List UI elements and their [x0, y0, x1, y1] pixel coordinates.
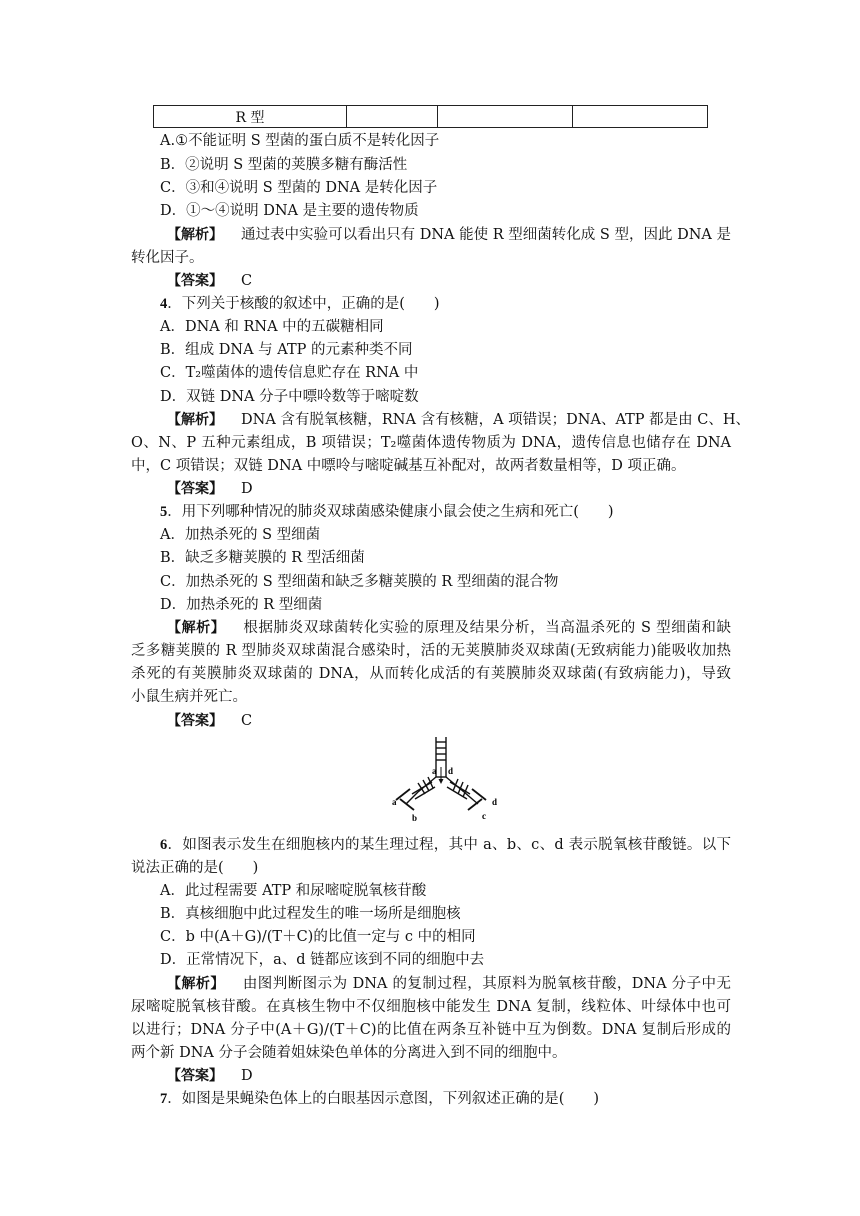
q5-option-c: C．加热杀死的 S 型细菌和缺乏多糖荚膜的 R 型细菌的混合物	[160, 574, 559, 590]
answer-tag: 【答案】	[167, 481, 223, 497]
q3-option-b: B．②说明 S 型菌的荚膜多糖有酶活性	[160, 157, 408, 173]
answer-tag: 【答案】	[167, 713, 223, 729]
q3-option-a: A.①不能证明 S 型菌的蛋白质不是转化因子	[160, 133, 440, 149]
table-cell	[573, 106, 708, 128]
q6-option-b: B．真核细胞中此过程发生的唯一场所是细胞核	[160, 906, 461, 922]
answer-tag: 【答案】	[167, 273, 223, 289]
question-number: 4	[160, 296, 168, 312]
q5-option-d: D．加热杀死的 R 型细菌	[160, 597, 323, 613]
q4-analysis-line-1: 【解析】 DNA 含有脱氧核糖，RNA 含有核糖，A 项错误；DNA、ATP 都是由 C、H、	[167, 412, 751, 428]
q5-option-a: A．加热杀死的 S 型细菌	[160, 527, 321, 543]
q3-answer	[167, 271, 252, 291]
answer-value: D	[241, 481, 253, 497]
q4-option-a: A．DNA 和 RNA 中的五碳糖相同	[160, 319, 384, 335]
question-number: 6	[160, 837, 168, 853]
q5-analysis-line-2: 乏多糖荚膜的 R 型肺炎双球菌混合感染时，活的无荚膜肺炎双球菌(无致病能力)能吸收加热	[131, 643, 731, 659]
q5-analysis-line-3: 杀死的有荚膜肺炎双球菌的 DNA，从而转化成活的有荚膜肺炎双球菌(有致病能力)，导致	[131, 666, 731, 682]
q4-option-d: D．双链 DNA 分子中嘌呤数等于嘧啶数	[160, 389, 419, 405]
q3-option-c: C．③和④说明 S 型菌的 DNA 是转化因子	[160, 180, 438, 196]
q4-stem: 4．下列关于核酸的叙述中，正确的是( )	[160, 296, 440, 312]
strand-label-a-top: a	[432, 766, 437, 776]
q4-analysis-line-2: O、N、P 五种元素组成，B 项错误；T₂噬菌体遗传物质为 DNA，遗传信息也储存在 DNA	[131, 435, 731, 451]
answer-value: C	[241, 273, 253, 289]
table-cell-r-type: R 型	[154, 106, 347, 128]
analysis-tag: 【解析】	[167, 976, 225, 992]
q4-analysis-line-3: 中，C 项错误；双链 DNA 中嘌呤与嘧啶碱基互补配对，故两者数量相等，D 项正确。	[131, 458, 686, 474]
analysis-tag: 【解析】	[167, 620, 226, 636]
q6-analysis-line-4: 两个新 DNA 分子会随着姐妹染色单体的分离进入到不同的细胞中。	[131, 1045, 567, 1061]
experiment-table	[153, 105, 708, 128]
q4-option-c: C．T₂噬菌体的遗传信息贮存在 RNA 中	[160, 365, 419, 381]
table-cell	[438, 106, 573, 128]
q6-analysis-line-3: 以进行；DNA 分子中(A＋G)/(T＋C)的比值在两条互补链中互为倒数。DNA 复制后形成的	[131, 1022, 731, 1038]
answer-tag: 【答案】	[167, 1068, 223, 1084]
answer-value: C	[241, 713, 253, 729]
q5-option-b: B．缺乏多糖荚膜的 R 型活细菌	[160, 550, 365, 566]
q6-option-a: A．此过程需要 ATP 和尿嘧啶脱氧核苷酸	[160, 883, 427, 899]
q6-stem-line-1: 6．如图表示发生在细胞核内的某生理过程，其中 a、b、c、d 表示脱氧核苷酸链。以下	[160, 837, 731, 853]
q5-answer	[167, 711, 252, 731]
dna-replication-diagram	[388, 737, 508, 827]
analysis-tag: 【解析】	[167, 412, 223, 428]
table-row	[154, 106, 708, 128]
q6-option-c: C．b 中(A＋G)/(T＋C)的比值一定与 c 中的相同	[160, 929, 476, 945]
q3-analysis-line-2: 转化因子。	[131, 250, 204, 266]
q5-analysis-line-4: 小鼠生病并死亡。	[131, 689, 247, 705]
question-number: 5	[160, 504, 168, 520]
table-cell	[347, 106, 438, 128]
q6-answer	[167, 1066, 253, 1086]
q5-analysis-line-1: 【解析】 根据肺炎双球菌转化实验的原理及结果分析，当高温杀死的 S 型细菌和缺	[167, 620, 731, 636]
strand-label-d: d	[492, 797, 498, 807]
strand-label-b: b	[412, 813, 418, 823]
q6-stem-line-2: 说法正确的是( )	[131, 860, 259, 876]
strand-label-a: a	[392, 797, 397, 807]
analysis-tag: 【解析】	[167, 227, 224, 243]
q4-option-b: B．组成 DNA 与 ATP 的元素种类不同	[160, 342, 413, 358]
q4-answer	[167, 479, 253, 499]
answer-value: D	[241, 1068, 253, 1084]
strand-label-d-top: d	[448, 766, 454, 776]
strand-label-c: c	[482, 811, 486, 821]
q3-analysis-line-1: 【解析】 通过表中实验可以看出只有 DNA 能使 R 型细菌转化成 S 型，因此 DNA 是	[167, 227, 732, 243]
q7-stem: 7．如图是果蝇染色体上的白眼基因示意图，下列叙述正确的是( )	[160, 1091, 600, 1107]
q3-option-d: D．①～④说明 DNA 是主要的遗传物质	[160, 203, 419, 219]
q6-analysis-line-1: 【解析】 由图判断图示为 DNA 的复制过程，其原料为脱氧核苷酸，DNA 分子中无	[167, 976, 732, 992]
q6-option-d: D．正常情况下，a、d 链都应该到不同的细胞中去	[160, 952, 485, 968]
question-number: 7	[160, 1091, 168, 1107]
q6-analysis-line-2: 尿嘧啶脱氧核苷酸。在真核生物中不仅细胞核中能发生 DNA 复制，线粒体、叶绿体中也可	[131, 999, 731, 1015]
q5-stem: 5．用下列哪种情况的肺炎双球菌感染健康小鼠会使之生病和死亡( )	[160, 504, 614, 520]
